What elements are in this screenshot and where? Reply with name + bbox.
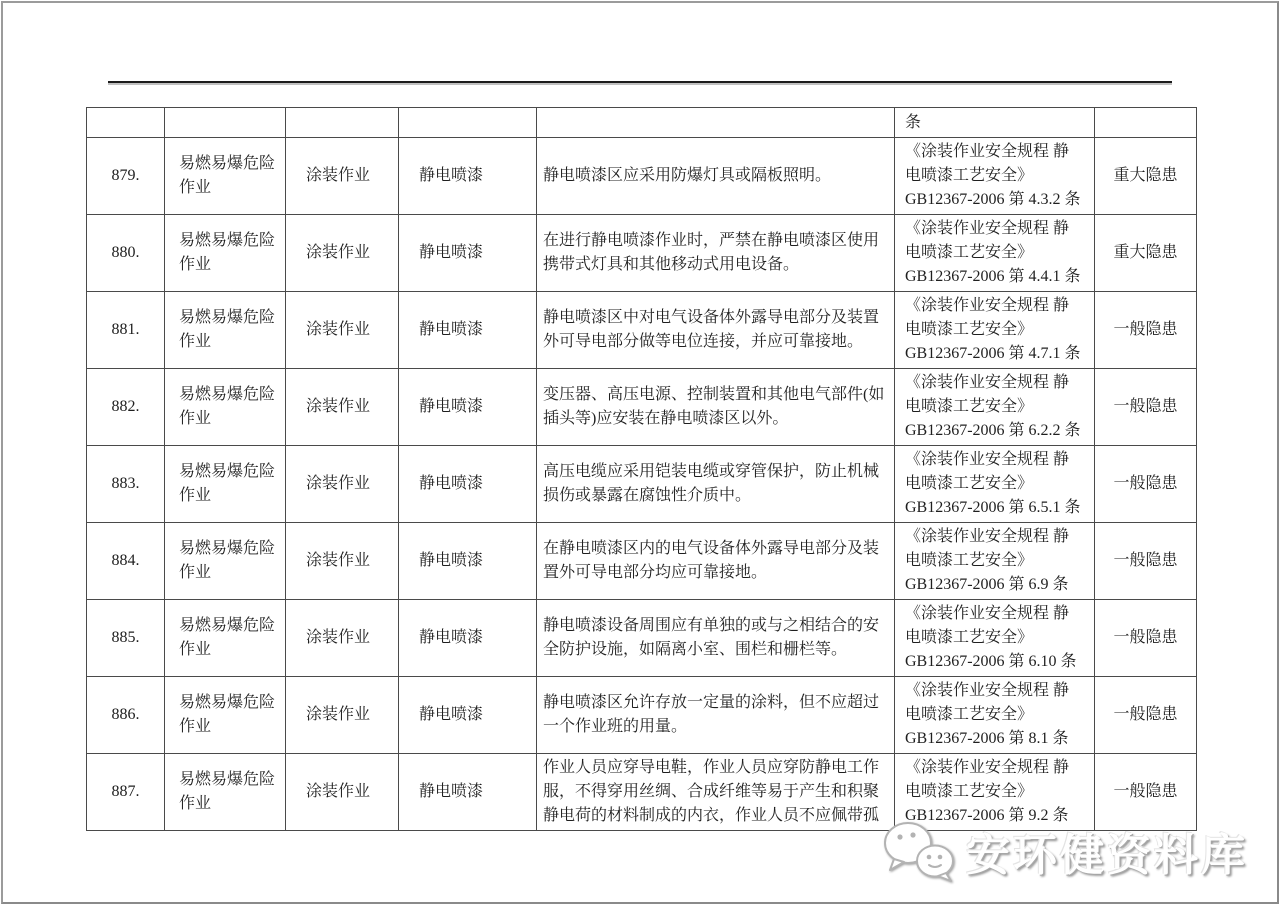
row-number-cell: 880. (87, 215, 165, 292)
reference-line: GB12367-2006 第 6.2.2 条 (905, 422, 1081, 439)
table-body (87, 108, 1197, 831)
reference-cell (895, 600, 1095, 677)
reference-line: 《涂装作业安全规程 静 (905, 682, 1070, 699)
reference-line: 电喷漆工艺安全》 (905, 475, 1034, 492)
item-cell: 静电喷漆 (399, 138, 537, 215)
row-number-cell: 881. (87, 292, 165, 369)
table-row (87, 138, 1197, 215)
wechat-icon (882, 820, 958, 882)
category-cell: 易燃易爆危险作业 (165, 138, 286, 215)
reference-line: 电喷漆工艺安全》 (905, 167, 1034, 184)
activity-cell: 涂装作业 (286, 677, 399, 754)
empty-cell (399, 108, 537, 138)
description-cell: 静电喷漆区应采用防爆灯具或隔板照明。 (537, 138, 895, 215)
item-cell: 静电喷漆 (399, 523, 537, 600)
reference-line: 《涂装作业安全规程 静 (905, 220, 1070, 237)
reference-line: GB12367-2006 第 9.2 条 (905, 807, 1069, 824)
category-cell: 易燃易爆危险作业 (165, 600, 286, 677)
category-cell: 易燃易爆危险作业 (165, 292, 286, 369)
hazard-level-cell: 一般隐患 (1095, 677, 1197, 754)
description-cell: 高压电缆应采用铠装电缆或穿管保护，防止机械损伤或暴露在腐蚀性介质中。 (537, 446, 895, 523)
activity-cell: 涂装作业 (286, 369, 399, 446)
reference-line: 《涂装作业安全规程 静 (905, 374, 1070, 391)
row-number-cell: 883. (87, 446, 165, 523)
item-cell: 静电喷漆 (399, 754, 537, 831)
category-cell: 易燃易爆危险作业 (165, 754, 286, 831)
reference-cell (895, 677, 1095, 754)
category-cell: 易燃易爆危险作业 (165, 446, 286, 523)
hazard-checklist-table (86, 107, 1197, 831)
reference-cell (895, 446, 1095, 523)
reference-line: 《涂装作业安全规程 静 (905, 297, 1070, 314)
category-cell: 易燃易爆危险作业 (165, 677, 286, 754)
reference-cell (895, 523, 1095, 600)
reference-cell (895, 138, 1095, 215)
description-cell: 静电喷漆区中对电气设备体外露导电部分及装置外可导电部分做等电位连接，并应可靠接地。 (537, 292, 895, 369)
reference-line: 电喷漆工艺安全》 (905, 398, 1034, 415)
activity-cell: 涂装作业 (286, 754, 399, 831)
item-cell: 静电喷漆 (399, 677, 537, 754)
hazard-level-cell: 一般隐患 (1095, 600, 1197, 677)
item-cell: 静电喷漆 (399, 292, 537, 369)
reference-line: 电喷漆工艺安全》 (905, 552, 1034, 569)
row-number-cell: 879. (87, 138, 165, 215)
empty-cell (165, 108, 286, 138)
row-number-cell: 884. (87, 523, 165, 600)
hazard-level-cell: 一般隐患 (1095, 292, 1197, 369)
activity-cell: 涂装作业 (286, 138, 399, 215)
hazard-level-cell: 重大隐患 (1095, 215, 1197, 292)
description-cell: 作业人员应穿导电鞋，作业人员应穿防静电工作服，不得穿用丝绸、合成纤维等易于产生和积聚静电荷的材料制成的内衣，作业人员不应佩带孤 (537, 754, 895, 831)
table-row (87, 215, 1197, 292)
description-cell: 在静电喷漆区内的电气设备体外露导电部分及装置外可导电部分均应可靠接地。 (537, 523, 895, 600)
hazard-level-cell: 一般隐患 (1095, 523, 1197, 600)
description-cell: 静电喷漆区允许存放一定量的涂料，但不应超过一个作业班的用量。 (537, 677, 895, 754)
empty-cell (87, 108, 165, 138)
reference-line: 《涂装作业安全规程 静 (905, 143, 1070, 160)
item-cell: 静电喷漆 (399, 446, 537, 523)
reference-line: 《涂装作业安全规程 静 (905, 451, 1070, 468)
table-row (87, 677, 1197, 754)
reference-line: GB12367-2006 第 4.7.1 条 (905, 345, 1081, 362)
table-row (87, 292, 1197, 369)
reference-line: 《涂装作业安全规程 静 (905, 528, 1070, 545)
description-cell: 变压器、高压电源、控制装置和其他电气部件(如插头等)应安装在静电喷漆区以外。 (537, 369, 895, 446)
empty-cell (537, 108, 895, 138)
reference-line: GB12367-2006 第 4.4.1 条 (905, 268, 1081, 285)
reference-line: GB12367-2006 第 8.1 条 (905, 730, 1069, 747)
reference-line: 《涂装作业安全规程 静 (905, 759, 1070, 776)
row-number-cell: 885. (87, 600, 165, 677)
carryover-row (87, 108, 1197, 138)
reference-line: 电喷漆工艺安全》 (905, 244, 1034, 261)
activity-cell: 涂装作业 (286, 292, 399, 369)
hazard-level-cell: 一般隐患 (1095, 369, 1197, 446)
category-cell: 易燃易爆危险作业 (165, 215, 286, 292)
reference-cell (895, 369, 1095, 446)
hazard-level-cell: 重大隐患 (1095, 138, 1197, 215)
table-row (87, 600, 1197, 677)
reference-cell (895, 215, 1095, 292)
row-number-cell: 882. (87, 369, 165, 446)
reference-line: GB12367-2006 第 6.9 条 (905, 576, 1069, 593)
reference-line: GB12367-2006 第 4.3.2 条 (905, 191, 1081, 208)
watermark-text: 安环健资料库 (966, 831, 1248, 880)
activity-cell: 涂装作业 (286, 600, 399, 677)
hazard-level-cell: 一般隐患 (1095, 754, 1197, 831)
carryover-reference-cell: 条 (895, 108, 1095, 138)
reference-line: 电喷漆工艺安全》 (905, 321, 1034, 338)
table-row (87, 523, 1197, 600)
empty-cell (286, 108, 399, 138)
reference-line: GB12367-2006 第 6.5.1 条 (905, 499, 1081, 516)
item-cell: 静电喷漆 (399, 369, 537, 446)
item-cell: 静电喷漆 (399, 215, 537, 292)
reference-line: GB12367-2006 第 6.10 条 (905, 653, 1077, 670)
header-rule (108, 81, 1172, 83)
reference-line: 《涂装作业安全规程 静 (905, 605, 1070, 622)
hazard-level-cell: 一般隐患 (1095, 446, 1197, 523)
activity-cell: 涂装作业 (286, 523, 399, 600)
reference-line: 电喷漆工艺安全》 (905, 706, 1034, 723)
table-row (87, 369, 1197, 446)
activity-cell: 涂装作业 (286, 446, 399, 523)
reference-line: 电喷漆工艺安全》 (905, 783, 1034, 800)
watermark (882, 819, 1248, 883)
description-cell: 静电喷漆设备周围应有单独的或与之相结合的安全防护设施，如隔离小室、围栏和栅栏等。 (537, 600, 895, 677)
item-cell: 静电喷漆 (399, 600, 537, 677)
description-cell: 在进行静电喷漆作业时，严禁在静电喷漆区使用携带式灯具和其他移动式用电设备。 (537, 215, 895, 292)
row-number-cell: 887. (87, 754, 165, 831)
reference-cell (895, 292, 1095, 369)
activity-cell: 涂装作业 (286, 215, 399, 292)
empty-cell (1095, 108, 1197, 138)
row-number-cell: 886. (87, 677, 165, 754)
table-row (87, 446, 1197, 523)
category-cell: 易燃易爆危险作业 (165, 523, 286, 600)
reference-line: 电喷漆工艺安全》 (905, 629, 1034, 646)
category-cell: 易燃易爆危险作业 (165, 369, 286, 446)
